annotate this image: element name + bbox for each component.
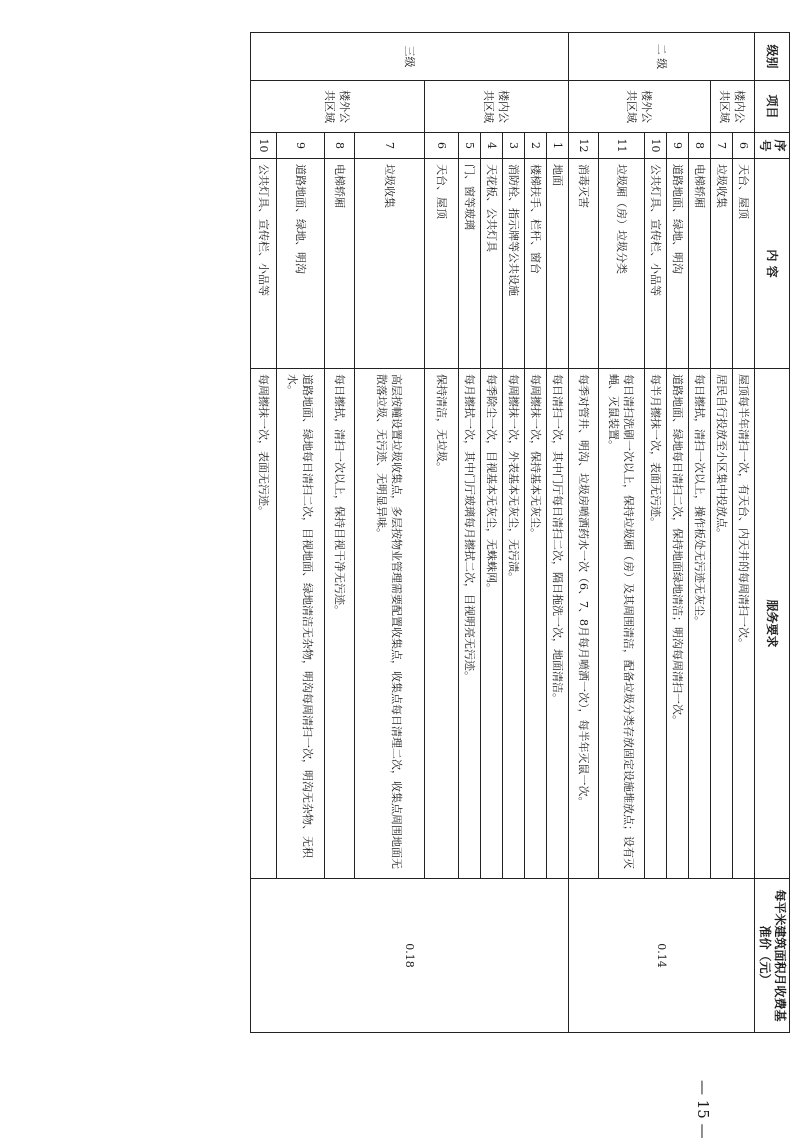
level-cell: 二 级 — [569, 33, 755, 81]
service-cell: 每日擦拭，清扫一次以上，保持目视干净无污迹。 — [325, 369, 355, 879]
seq-cell: 10 — [645, 133, 667, 159]
service-cell: 居民自行投放至小区集中投放点。 — [711, 369, 733, 879]
content-cell: 道路地面、绿地、明沟 — [277, 159, 325, 369]
price-cell: 0.14 — [569, 879, 755, 1033]
content-cell: 楼梯扶手、栏杆、窗台 — [525, 159, 547, 369]
content-cell: 公共灯具、宣传栏、小品等 — [251, 159, 277, 369]
content-cell: 地面 — [547, 159, 569, 369]
seq-cell: 12 — [569, 133, 599, 159]
seq-cell: 4 — [481, 133, 503, 159]
service-cell: 道路地面、绿地每日清扫二次，保持地面绿地清洁；明沟每周清扫一次。 — [667, 369, 689, 879]
seq-cell: 2 — [525, 133, 547, 159]
content-cell: 道路地面、绿地、明沟 — [667, 159, 689, 369]
service-cell: 保持清洁，无垃圾。 — [425, 369, 459, 879]
seq-cell: 7 — [355, 133, 425, 159]
service-cell: 每日清扫洗刷一次以上，保持垃圾厢（房）及其周围清洁，配备垃圾分类存放固定设施堆放点；设有灭蝇、灭鼠装置。 — [599, 369, 645, 879]
content-cell: 天花板、公共灯具 — [481, 159, 503, 369]
seq-cell: 11 — [599, 133, 645, 159]
service-cell: 高层按幢设置垃圾收集点，多层按物业管理需要配置收集点，收集点每日清理二次，收集点周围地面无散落垃圾、无污迹、无明显异味。 — [355, 369, 425, 879]
service-cell: 每周擦抹一次，表面无污迹。 — [251, 369, 277, 879]
seq-cell: 8 — [325, 133, 355, 159]
group-cell: 楼外公共区域 — [569, 81, 711, 133]
service-cell: 每季对管井、明沟、垃圾房喷洒药水一次（6、7、8月每月喷洒一次），每半年灭鼠一次。 — [569, 369, 599, 879]
service-cell: 每半月擦抹一次，表面无污迹。 — [645, 369, 667, 879]
seq-cell: 6 — [425, 133, 459, 159]
header-seq: 序号 — [755, 133, 790, 159]
content-cell: 门、窗等玻璃 — [459, 159, 481, 369]
price-cell: 0.18 — [251, 879, 569, 1033]
content-cell: 消防栓、指示牌等公共设施 — [503, 159, 525, 369]
service-cell: 道路地面、绿地每日清扫二次，目视地面、绿地清洁无杂物，明沟每周清扫一次，明沟无杂物、无积水。 — [277, 369, 325, 879]
content-cell: 电梯轿厢 — [689, 159, 711, 369]
group-cell: 楼外公共区域 — [251, 81, 425, 133]
seq-cell: 9 — [277, 133, 325, 159]
page-number: — 15 — — [694, 1080, 712, 1139]
header-price: 每平米建筑面积月收费基准价（元） — [755, 879, 790, 1033]
header-item: 项目 — [755, 81, 790, 133]
table-row — [547, 33, 569, 1033]
table-row — [733, 33, 755, 1033]
content-cell: 垃圾收集 — [355, 159, 425, 369]
content-cell: 天台、屋顶 — [425, 159, 459, 369]
seq-cell: 9 — [667, 133, 689, 159]
property-cleaning-standard-table — [250, 32, 790, 1033]
content-cell: 垃圾收集 — [711, 159, 733, 369]
seq-cell: 8 — [689, 133, 711, 159]
service-cell: 每日擦拭，清扫一次以上，操作板处无污迹无灰尘。 — [689, 369, 711, 879]
seq-cell: 3 — [503, 133, 525, 159]
group-cell: 楼内公共区域 — [711, 81, 755, 133]
service-cell: 每周擦抹一次，外表基本无灰尘，无污渍。 — [503, 369, 525, 879]
header-content: 内 容 — [755, 159, 790, 369]
content-cell: 电梯轿厢 — [325, 159, 355, 369]
level-cell: 三级 — [251, 33, 569, 81]
service-cell: 每周擦抹一次，保持基本无灰尘。 — [525, 369, 547, 879]
seq-cell: 10 — [251, 133, 277, 159]
seq-cell: 5 — [459, 133, 481, 159]
service-cell: 每季除尘一次，目视基本无灰尘，无蛛蛛网。 — [481, 369, 503, 879]
content-cell: 公共灯具、宣传栏、小品等 — [645, 159, 667, 369]
service-cell: 屋顶每半年清扫一次，有天台、内天井的每周清扫一次。 — [733, 369, 755, 879]
content-cell: 垃圾厢（房）垃圾分类 — [599, 159, 645, 369]
header-row — [755, 33, 790, 1033]
seq-cell: 1 — [547, 133, 569, 159]
header-level: 级别 — [755, 33, 790, 81]
content-cell: 天台、屋顶 — [733, 159, 755, 369]
service-cell: 每月擦拭一次，其中门厅玻璃每月擦拭二次，目视明亮无污迹。 — [459, 369, 481, 879]
header-service: 服务要求 — [755, 369, 790, 879]
content-cell: 消毒灭害 — [569, 159, 599, 369]
rotated-page — [90, 32, 790, 1032]
seq-cell: 7 — [711, 133, 733, 159]
service-cell: 每日清扫一次，其中门厅每日清扫二次，隔日拖洗一次，地面清洁。 — [547, 369, 569, 879]
seq-cell: 6 — [733, 133, 755, 159]
group-cell: 楼内公共区域 — [425, 81, 569, 133]
